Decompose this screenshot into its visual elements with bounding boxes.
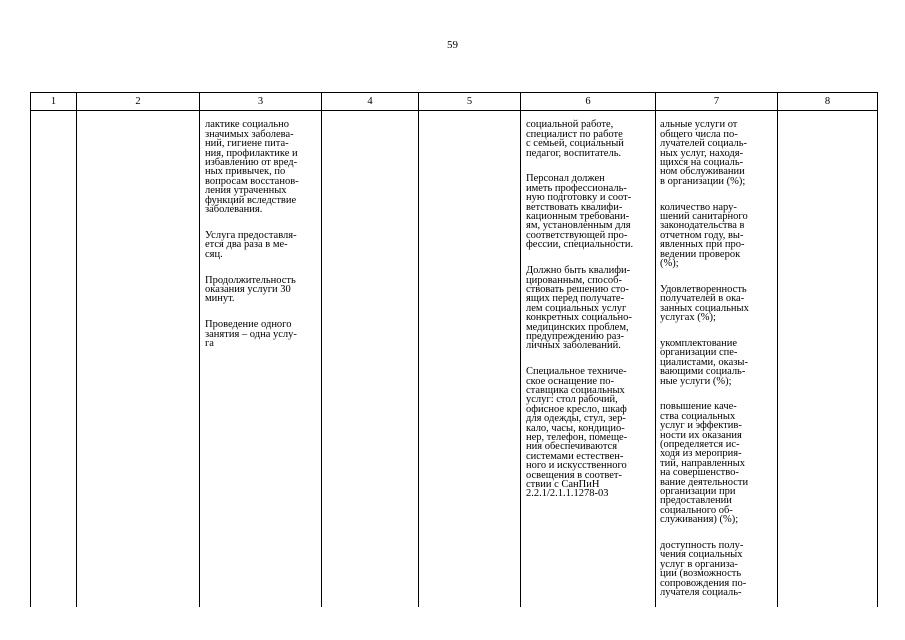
header-row	[31, 93, 878, 111]
cell-paragraph: повышение каче- ства социальных услуг и эффектив- ности их оказания (определяется ис- ходя из мероприя- тий, направленных на совершенство- вание деятельности организации при предоставлении социального об- служивания) (%);	[660, 401, 749, 526]
cell-col-5	[419, 111, 521, 607]
cell-paragraph: Удовлетворенность получателей в ока- занных социальных услугах (%);	[660, 283, 749, 324]
column-header-1: 1	[31, 93, 77, 111]
service-description-cell	[200, 111, 321, 358]
cell-paragraph: альные услуги от общего числа по- лучателей социаль- ных услуг, находя- щихся на социаль- ном обслуживании в организации (%);	[660, 119, 747, 187]
cell-col-1	[31, 111, 77, 607]
column-header-7: 7	[656, 93, 778, 111]
cell-col-6	[521, 111, 656, 607]
services-table	[30, 92, 878, 607]
cell-paragraph: социальной работе, специалист по работе с семьей, социальный педагог, воспитатель.	[526, 119, 624, 159]
quality-indicators-cell	[656, 111, 777, 607]
column-header-2: 2	[77, 93, 200, 111]
cell-paragraph: Продолжительность оказания услуги 30 минут.	[205, 274, 296, 305]
cell-col-7	[656, 111, 778, 607]
cell-paragraph: Персонал должен иметь профессиональ- ную подготовку и соот- ветствовать квалифи- кационным требовани- ям, установленным для соответствующей про- фессии, специальности.	[526, 173, 634, 251]
cell-paragraph: доступность полу- чения социальных услуг в организа- ции (возможность сопровождения по- лучателя социаль-	[660, 540, 747, 599]
column-header-6: 6	[521, 93, 656, 111]
cell-col-4	[322, 111, 419, 607]
staff-conditions-cell	[521, 111, 655, 508]
cell-paragraph: укомплектование организации спе- циалистами, оказы- вающими социаль- ные услуги (%);	[660, 337, 748, 387]
table-row	[31, 111, 878, 607]
cell-paragraph: Проведение одного занятия – одна услу- га	[205, 319, 297, 349]
cell-paragraph: количество нару- шений санитарного законодательства в отчетном году, вы- явленных при про- ведении проверок (%);	[660, 201, 748, 270]
cell-col-8	[778, 111, 878, 607]
column-header-5: 5	[419, 93, 521, 111]
cell-paragraph: Услуга предоставля- ется два раза в ме- сяц.	[205, 229, 297, 260]
column-header-4: 4	[322, 93, 419, 111]
page-number: 59	[447, 39, 458, 51]
column-header-3: 3	[200, 93, 322, 111]
cell-paragraph: лактике социально значимых заболева- ний, гигиене пита- ния, профилактике и избавлению от вред- ных привычек, по вопросам восстанов- ления утраченных функций вследствие заболевания.	[205, 119, 299, 216]
column-header-8: 8	[778, 93, 878, 111]
cell-paragraph: Специальное техниче- ское оснащение по- ставщика социальных услуг: стол рабочий, офисное кресло, шкаф для одежды, стул, зер- кало, часы, кондицио- нер, телефон, помеще- ния обеспечиваются системами естествен- ного и искусственного освещения в соответ- ствии с СанПиН 2.2.1/2.1.1.1278-03	[526, 366, 628, 500]
cell-col-3	[200, 111, 322, 607]
cell-paragraph: Должно быть квалифи- цированным, способ- ствовать решению сто- ящих перед получате- лем социальных услуг конкретных социально- медицинских проблем, предупреждению раз- личных заболеваний.	[526, 265, 632, 352]
cell-col-2	[77, 111, 200, 607]
